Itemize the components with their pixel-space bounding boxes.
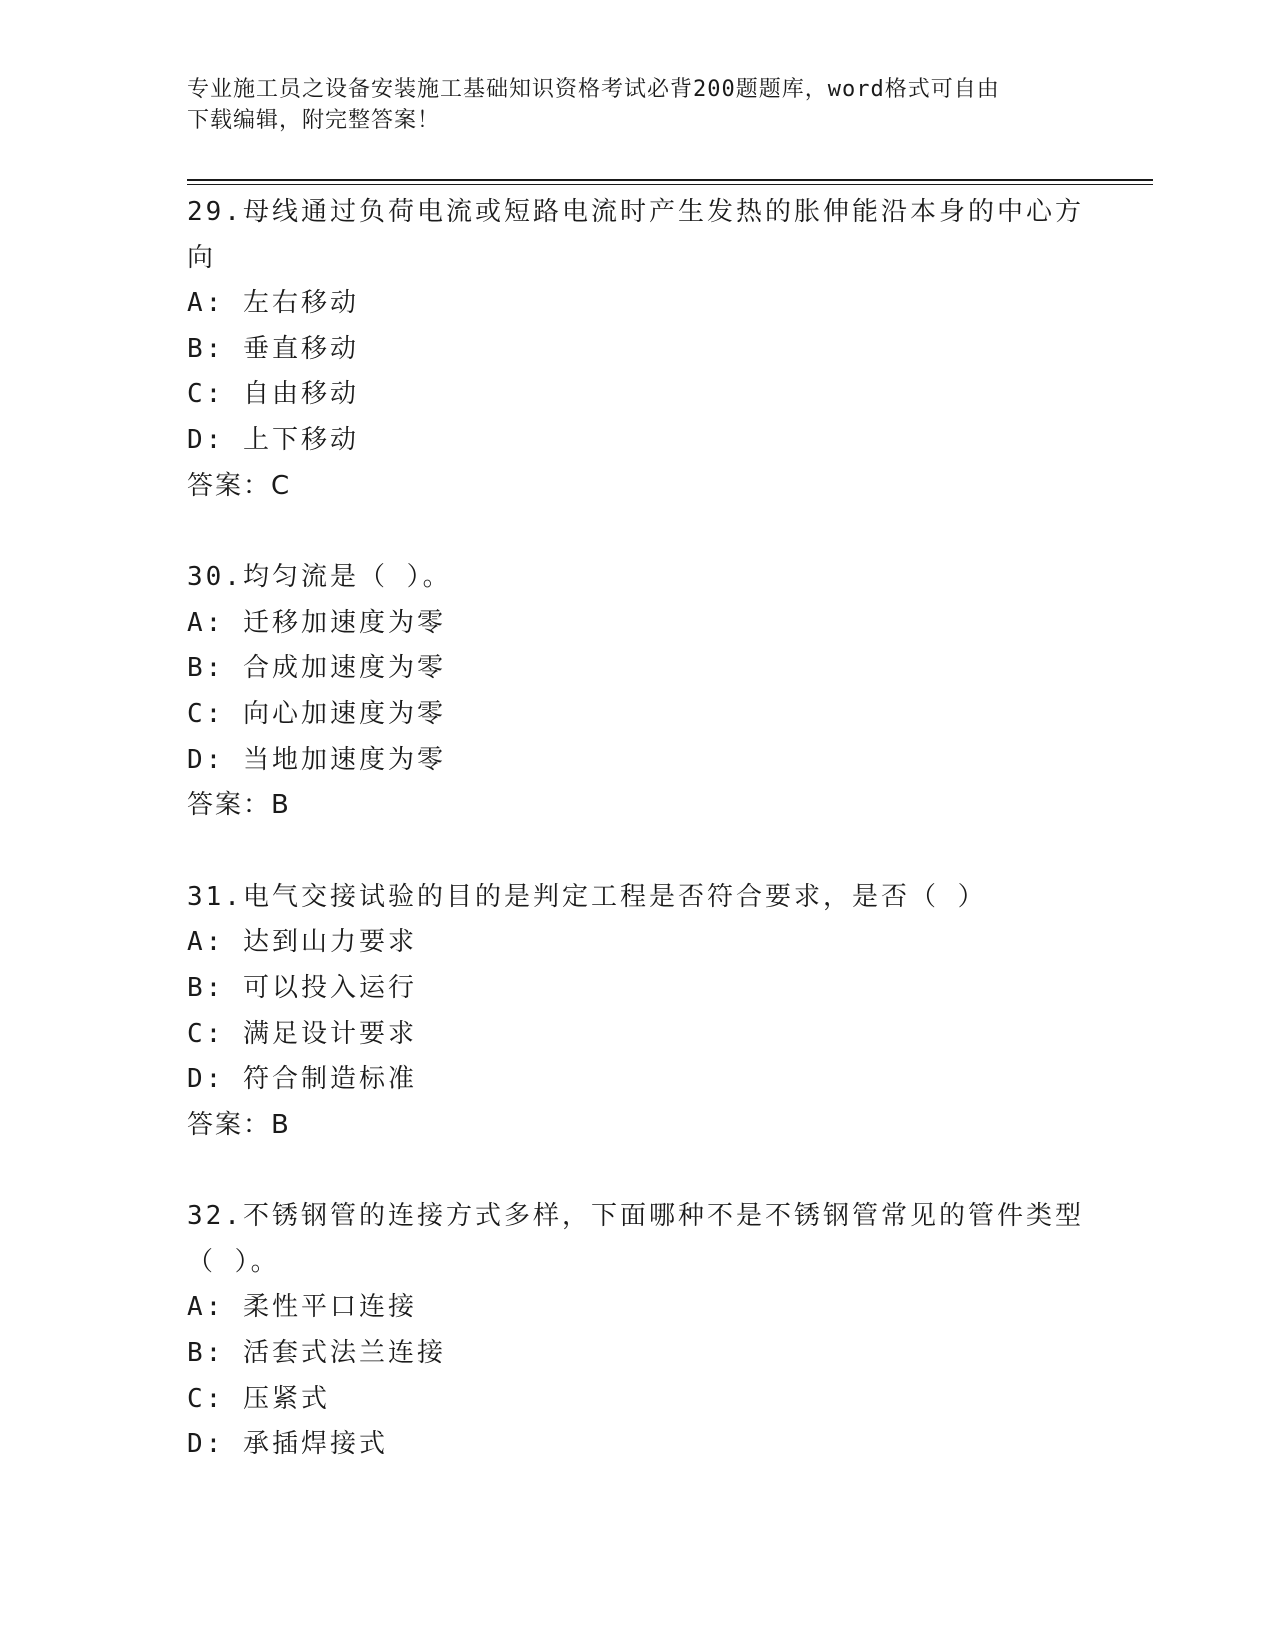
option-c: C: 满足设计要求 xyxy=(187,1018,417,1049)
option-a: A: 柔性平口连接 xyxy=(187,1292,417,1323)
question-stem: 29.母线通过负荷电流或短路电流时产生发热的胀伸能沿本身的中心方向 xyxy=(187,197,1084,273)
option-a: A: 迁移加速度为零 xyxy=(187,607,446,638)
header-line-1: 专业施工员之设备安装施工基础知识资格考试必背200题题库，word格式可自由 xyxy=(187,77,1000,102)
option-b: B: 合成加速度为零 xyxy=(187,653,446,684)
option-b: B: 垂直移动 xyxy=(187,333,359,364)
document-header xyxy=(187,74,1087,136)
header-divider-thin xyxy=(187,184,1153,185)
option-b: B: 可以投入运行 xyxy=(187,972,417,1003)
option-d: D: 当地加速度为零 xyxy=(187,744,446,775)
option-c: C: 向心加速度为零 xyxy=(187,698,446,729)
question-30 xyxy=(187,555,1107,829)
option-d: D: 上下移动 xyxy=(187,424,359,455)
answer: 答案：C xyxy=(187,470,292,501)
header-divider-thick xyxy=(187,179,1153,181)
option-c: C: 自由移动 xyxy=(187,379,359,410)
header-line-2: 下载编辑，附完整答案！ xyxy=(187,108,441,133)
spacer xyxy=(187,829,1107,875)
question-list xyxy=(187,190,1107,1468)
option-d: D: 符合制造标准 xyxy=(187,1064,417,1095)
option-b: B: 活套式法兰连接 xyxy=(187,1338,446,1369)
option-a: A: 达到山力要求 xyxy=(187,927,417,958)
option-d: D: 承插焊接式 xyxy=(187,1429,388,1460)
question-stem: 30.均匀流是（ ）。 xyxy=(187,562,452,593)
option-a: A: 左右移动 xyxy=(187,288,359,319)
spacer xyxy=(187,509,1107,555)
question-32 xyxy=(187,1194,1107,1468)
question-stem: 32.不锈钢管的连接方式多样，下面哪种不是不锈钢管常见的管件类型（ ）。 xyxy=(187,1201,1084,1277)
option-c: C: 压紧式 xyxy=(187,1383,330,1414)
spacer xyxy=(187,1148,1107,1194)
question-29 xyxy=(187,190,1107,509)
answer: 答案：B xyxy=(187,1109,291,1140)
question-31 xyxy=(187,875,1107,1149)
question-stem: 31.电气交接试验的目的是判定工程是否符合要求，是否（ ） xyxy=(187,881,987,912)
answer: 答案：B xyxy=(187,790,291,821)
